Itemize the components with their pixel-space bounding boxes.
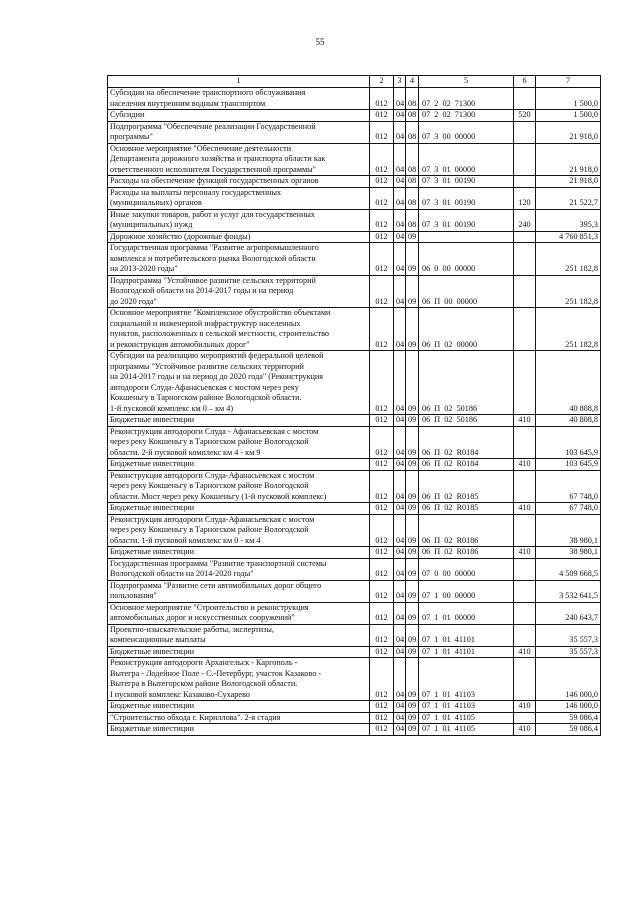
row-name-cell: Основное мероприятие "Строительство и реконструкция автомобильных дорог и искусственных сооружений" — [108, 602, 370, 624]
row-name-cell: Дорожное хозяйство (дорожные фонды) — [108, 231, 370, 243]
subsection-code-cell: 09 — [406, 231, 419, 243]
row-name-cell: Субсидии — [108, 110, 370, 122]
table-row — [108, 243, 601, 276]
amount-cell: 240 643,7 — [536, 602, 601, 624]
header-cell-expense-type: 6 — [514, 76, 536, 88]
amount-cell: 251 182,8 — [536, 243, 601, 276]
amount-cell: 4 509 668,5 — [536, 558, 601, 580]
row-name-cell: Бюджетные инвестиции — [108, 701, 370, 713]
amount-cell: 103 645,9 — [536, 426, 601, 459]
ministry-code-cell: 012 — [370, 724, 394, 736]
target-article-cell: 06 0 00 00000 — [419, 243, 514, 276]
target-article-cell: 07 1 01 41105 — [419, 712, 514, 724]
table-row — [108, 415, 601, 427]
ministry-code-cell: 012 — [370, 243, 394, 276]
ministry-code-cell: 012 — [370, 459, 394, 471]
amount-cell: 67 748,0 — [536, 470, 601, 503]
subsection-code-cell: 09 — [406, 712, 419, 724]
row-name-cell: Бюджетные инвестиции — [108, 646, 370, 658]
table-row — [108, 658, 601, 701]
subsection-code-cell: 09 — [406, 514, 419, 547]
ministry-code-cell: 012 — [370, 558, 394, 580]
row-name-cell: Бюджетные инвестиции — [108, 415, 370, 427]
ministry-code-cell: 012 — [370, 712, 394, 724]
amount-cell: 59 086,4 — [536, 712, 601, 724]
row-name-cell: Основное мероприятие "Комплексное обустройство объектами социальной и инженерной инфраструктур населенных пунктов, расположенных в сельской местности, строительство и реконструкция автомобильных дорог" — [108, 308, 370, 351]
subsection-code-cell: 08 — [406, 176, 419, 188]
target-article-cell: 06 П 02 R0186 — [419, 514, 514, 547]
expense-type-cell: 240 — [514, 209, 536, 231]
expense-type-cell — [514, 121, 536, 143]
amount-cell: 4 760 851,3 — [536, 231, 601, 243]
subsection-code-cell: 08 — [406, 110, 419, 122]
ministry-code-cell: 012 — [370, 624, 394, 646]
row-name-cell: Проектно-изыскательские работы, экспертизы, компенсационные выплаты — [108, 624, 370, 646]
section-code-cell: 04 — [394, 209, 406, 231]
table-row — [108, 470, 601, 503]
expense-type-cell: 410 — [514, 724, 536, 736]
ministry-code-cell: 012 — [370, 701, 394, 713]
table-row — [108, 143, 601, 176]
row-name-cell: "Строительство обхода г. Кириллова". 2-я стадия — [108, 712, 370, 724]
table-body — [108, 88, 601, 736]
section-code-cell: 04 — [394, 415, 406, 427]
row-name-cell: Реконструкция автодороги Слуда - Афанасьевская с мостом через реку Кокшеньгу в Тарногском районе Вологодской области. 2-й пусковой комплекс км 4 - км 9 — [108, 426, 370, 459]
amount-cell: 40 808,8 — [536, 415, 601, 427]
expense-type-cell — [514, 243, 536, 276]
expense-type-cell — [514, 275, 536, 308]
subsection-code-cell: 09 — [406, 602, 419, 624]
ministry-code-cell: 012 — [370, 547, 394, 559]
amount-cell: 35 557,3 — [536, 646, 601, 658]
table-row — [108, 275, 601, 308]
target-article-cell: 07 3 01 00190 — [419, 187, 514, 209]
section-code-cell: 04 — [394, 724, 406, 736]
row-name-cell: Реконструкция автодороги Слуда-Афанасьевская с мостом через реку Кокшеньгу в Тарногском районе Вологодской области. Мост через реку Кокшеньгу (1-й пусковой комплекс) — [108, 470, 370, 503]
target-article-cell: 07 3 00 00000 — [419, 121, 514, 143]
ministry-code-cell: 012 — [370, 121, 394, 143]
amount-cell: 38 980,1 — [536, 547, 601, 559]
section-code-cell: 04 — [394, 88, 406, 110]
subsection-code-cell: 08 — [406, 121, 419, 143]
target-article-cell: 07 1 00 00000 — [419, 580, 514, 602]
target-article-cell: 06 П 02 R0185 — [419, 503, 514, 515]
expense-type-cell — [514, 470, 536, 503]
expense-type-cell — [514, 351, 536, 415]
ministry-code-cell: 012 — [370, 602, 394, 624]
row-name-cell: Расходы на выплаты персоналу государственных (муниципальных) органов — [108, 187, 370, 209]
amount-cell: 21 918,0 — [536, 176, 601, 188]
subsection-code-cell: 08 — [406, 143, 419, 176]
target-article-cell: 07 1 01 00000 — [419, 602, 514, 624]
page-number: 55 — [315, 37, 325, 47]
amount-cell: 35 557,3 — [536, 624, 601, 646]
amount-cell: 21 522,7 — [536, 187, 601, 209]
target-article-cell: 06 П 00 00000 — [419, 275, 514, 308]
target-article-cell: 06 П 02 00000 — [419, 308, 514, 351]
section-code-cell: 04 — [394, 514, 406, 547]
subsection-code-cell: 08 — [406, 187, 419, 209]
target-article-cell: 07 3 01 00000 — [419, 143, 514, 176]
target-article-cell: 07 3 01 00190 — [419, 176, 514, 188]
subsection-code-cell: 09 — [406, 646, 419, 658]
subsection-code-cell: 09 — [406, 470, 419, 503]
subsection-code-cell: 09 — [406, 624, 419, 646]
expense-type-cell: 520 — [514, 110, 536, 122]
row-name-cell: Бюджетные инвестиции — [108, 459, 370, 471]
section-code-cell: 04 — [394, 503, 406, 515]
ministry-code-cell: 012 — [370, 143, 394, 176]
ministry-code-cell: 012 — [370, 580, 394, 602]
subsection-code-cell: 08 — [406, 88, 419, 110]
row-name-cell: Бюджетные инвестиции — [108, 724, 370, 736]
subsection-code-cell: 09 — [406, 658, 419, 701]
row-name-cell: Реконструкция автодороги Архангельск - Каргополь - Вытегра - Лодейное Поле - С.-Петербург, участок Казаково - Вытегра в Вытегорском районе Вологодской области. I пусковой комплекс Казаково-Сухарево — [108, 658, 370, 701]
table-row — [108, 646, 601, 658]
section-code-cell: 04 — [394, 243, 406, 276]
target-article-cell: 07 3 01 00190 — [419, 209, 514, 231]
amount-cell: 21 918,0 — [536, 143, 601, 176]
table-row — [108, 187, 601, 209]
row-name-cell: Основное мероприятие "Обеспечение деятельности Департамента дорожного хозяйства и транспорта области как ответственного исполнителя Государственной программы" — [108, 143, 370, 176]
expense-type-cell — [514, 658, 536, 701]
section-code-cell: 04 — [394, 580, 406, 602]
target-article-cell: 06 П 02 50186 — [419, 415, 514, 427]
target-article-cell: 06 П 02 R0186 — [419, 547, 514, 559]
subsection-code-cell: 09 — [406, 426, 419, 459]
ministry-code-cell: 012 — [370, 470, 394, 503]
expense-type-cell: 410 — [514, 459, 536, 471]
row-name-cell: Субсидии на реализацию мероприятий федеральной целевой программы "Устойчивое развитие сельских территорий на 2014-2017 годы и на период до 2020 года" (Реконструкция автодороги Слуда-Афанасьевская с мостом через реку Кокшеньгу в Тарногском районе Вологодской области. 1-й пусковой комплекс км 0 – км 4) — [108, 351, 370, 415]
amount-cell: 59 086,4 — [536, 724, 601, 736]
subsection-code-cell: 09 — [406, 547, 419, 559]
table-row — [108, 712, 601, 724]
section-code-cell: 04 — [394, 121, 406, 143]
expense-type-cell — [514, 558, 536, 580]
amount-cell: 1 500,0 — [536, 110, 601, 122]
section-code-cell: 04 — [394, 110, 406, 122]
row-name-cell: Иные закупки товаров, работ и услуг для государственных (муниципальных) нужд — [108, 209, 370, 231]
section-code-cell: 04 — [394, 646, 406, 658]
section-code-cell: 04 — [394, 143, 406, 176]
section-code-cell: 04 — [394, 231, 406, 243]
target-article-cell: 07 1 01 41103 — [419, 701, 514, 713]
ministry-code-cell: 012 — [370, 187, 394, 209]
header-cell-name: 1 — [108, 76, 370, 88]
section-code-cell: 04 — [394, 602, 406, 624]
subsection-code-cell: 08 — [406, 209, 419, 231]
table-row — [108, 701, 601, 713]
amount-cell: 395,3 — [536, 209, 601, 231]
expense-type-cell: 410 — [514, 503, 536, 515]
target-article-cell — [419, 231, 514, 243]
expense-type-cell — [514, 514, 536, 547]
subsection-code-cell: 09 — [406, 558, 419, 580]
table-row — [108, 459, 601, 471]
table-row — [108, 88, 601, 110]
ministry-code-cell: 012 — [370, 88, 394, 110]
header-cell-section: 3 — [394, 76, 406, 88]
budget-table — [107, 75, 601, 736]
ministry-code-cell: 012 — [370, 231, 394, 243]
subsection-code-cell: 09 — [406, 580, 419, 602]
table-row — [108, 308, 601, 351]
target-article-cell: 07 1 01 41105 — [419, 724, 514, 736]
ministry-code-cell: 012 — [370, 209, 394, 231]
ministry-code-cell: 012 — [370, 176, 394, 188]
ministry-code-cell: 012 — [370, 658, 394, 701]
subsection-code-cell: 09 — [406, 275, 419, 308]
section-code-cell: 04 — [394, 351, 406, 415]
ministry-code-cell: 012 — [370, 426, 394, 459]
expense-type-cell: 410 — [514, 547, 536, 559]
ministry-code-cell: 012 — [370, 308, 394, 351]
amount-cell: 67 748,0 — [536, 503, 601, 515]
section-code-cell: 04 — [394, 558, 406, 580]
expense-type-cell — [514, 624, 536, 646]
table-row — [108, 231, 601, 243]
ministry-code-cell: 012 — [370, 514, 394, 547]
table-row — [108, 580, 601, 602]
subsection-code-cell: 09 — [406, 415, 419, 427]
amount-cell: 251 182,8 — [536, 275, 601, 308]
row-name-cell: Бюджетные инвестиции — [108, 503, 370, 515]
subsection-code-cell: 09 — [406, 724, 419, 736]
amount-cell: 251 182,8 — [536, 308, 601, 351]
table-row — [108, 209, 601, 231]
row-name-cell: Государственная программа "Развитие агропромышленного комплекса и потребительского рынка Вологодской области на 2013-2020 годы" — [108, 243, 370, 276]
target-article-cell: 06 П 02 R0185 — [419, 470, 514, 503]
table-row — [108, 110, 601, 122]
target-article-cell: 06 П 02 R0184 — [419, 459, 514, 471]
amount-cell: 40 808,8 — [536, 351, 601, 415]
table-row — [108, 176, 601, 188]
expense-type-cell: 410 — [514, 646, 536, 658]
expense-type-cell: 410 — [514, 701, 536, 713]
amount-cell: 146 000,0 — [536, 701, 601, 713]
section-code-cell: 04 — [394, 658, 406, 701]
row-name-cell: Подпрограмма "Развитие сети автомобильных дорог общего пользования" — [108, 580, 370, 602]
expense-type-cell — [514, 426, 536, 459]
table-row — [108, 121, 601, 143]
section-code-cell: 04 — [394, 459, 406, 471]
section-code-cell: 04 — [394, 275, 406, 308]
ministry-code-cell: 012 — [370, 415, 394, 427]
subsection-code-cell: 09 — [406, 701, 419, 713]
expense-type-cell — [514, 580, 536, 602]
table-row — [108, 558, 601, 580]
subsection-code-cell: 09 — [406, 459, 419, 471]
subsection-code-cell: 09 — [406, 351, 419, 415]
target-article-cell: 07 0 00 00000 — [419, 558, 514, 580]
expense-type-cell — [514, 88, 536, 110]
amount-cell: 38 980,1 — [536, 514, 601, 547]
subsection-code-cell: 09 — [406, 243, 419, 276]
section-code-cell: 04 — [394, 712, 406, 724]
subsection-code-cell: 09 — [406, 503, 419, 515]
target-article-cell: 07 2 02 71300 — [419, 88, 514, 110]
ministry-code-cell: 012 — [370, 646, 394, 658]
subsection-code-cell: 09 — [406, 308, 419, 351]
header-cell-ministry: 2 — [370, 76, 394, 88]
target-article-cell: 07 1 01 41101 — [419, 624, 514, 646]
ministry-code-cell: 012 — [370, 275, 394, 308]
amount-cell: 146 000,0 — [536, 658, 601, 701]
table-row — [108, 351, 601, 415]
ministry-code-cell: 012 — [370, 110, 394, 122]
row-name-cell: Реконструкция автодороги Слуда-Афанасьевская с мостом через реку Кокшеньгу в Тарногском районе Вологодской области. 1-й пусковой комплекс км 0 - км 4 — [108, 514, 370, 547]
row-name-cell: Подпрограмма "Устойчивое развитие сельских территорий Вологодской области на 2014-2017 годы и на период до 2020 года" — [108, 275, 370, 308]
section-code-cell: 04 — [394, 470, 406, 503]
section-code-cell: 04 — [394, 426, 406, 459]
table-row — [108, 426, 601, 459]
expense-type-cell — [514, 308, 536, 351]
row-name-cell: Расходы на обеспечение функций государственных органов — [108, 176, 370, 188]
section-code-cell: 04 — [394, 624, 406, 646]
row-name-cell: Субсидии на обеспечение транспортного обслуживания населения внутренним водным транспортом — [108, 88, 370, 110]
header-cell-amount: 7 — [536, 76, 601, 88]
header-cell-subsection: 4 — [406, 76, 419, 88]
table-row — [108, 724, 601, 736]
ministry-code-cell: 012 — [370, 351, 394, 415]
expense-type-cell: 120 — [514, 187, 536, 209]
section-code-cell: 04 — [394, 547, 406, 559]
expense-type-cell — [514, 231, 536, 243]
section-code-cell: 04 — [394, 701, 406, 713]
ministry-code-cell: 012 — [370, 503, 394, 515]
target-article-cell: 07 1 01 41101 — [419, 646, 514, 658]
expense-type-cell: 410 — [514, 415, 536, 427]
expense-type-cell — [514, 143, 536, 176]
amount-cell: 21 918,0 — [536, 121, 601, 143]
expense-type-cell — [514, 712, 536, 724]
expense-type-cell — [514, 602, 536, 624]
row-name-cell: Государственная программа "Развитие транспортной системы Вологодской области на 2014-2020 годы" — [108, 558, 370, 580]
section-code-cell: 04 — [394, 176, 406, 188]
amount-cell: 3 532 641,5 — [536, 580, 601, 602]
amount-cell: 103 645,9 — [536, 459, 601, 471]
header-row — [108, 76, 601, 88]
target-article-cell: 06 П 02 R0184 — [419, 426, 514, 459]
amount-cell: 1 500,0 — [536, 88, 601, 110]
target-article-cell: 07 2 02 71300 — [419, 110, 514, 122]
row-name-cell: Подпрограмма "Обеспечение реализации Государственной программы" — [108, 121, 370, 143]
table-row — [108, 503, 601, 515]
section-code-cell: 04 — [394, 187, 406, 209]
table-row — [108, 624, 601, 646]
table-row — [108, 514, 601, 547]
table-row — [108, 602, 601, 624]
target-article-cell: 07 1 01 41103 — [419, 658, 514, 701]
header-cell-target-article: 5 — [419, 76, 514, 88]
row-name-cell: Бюджетные инвестиции — [108, 547, 370, 559]
table-row — [108, 547, 601, 559]
target-article-cell: 06 П 02 50186 — [419, 351, 514, 415]
expense-type-cell — [514, 176, 536, 188]
section-code-cell: 04 — [394, 308, 406, 351]
